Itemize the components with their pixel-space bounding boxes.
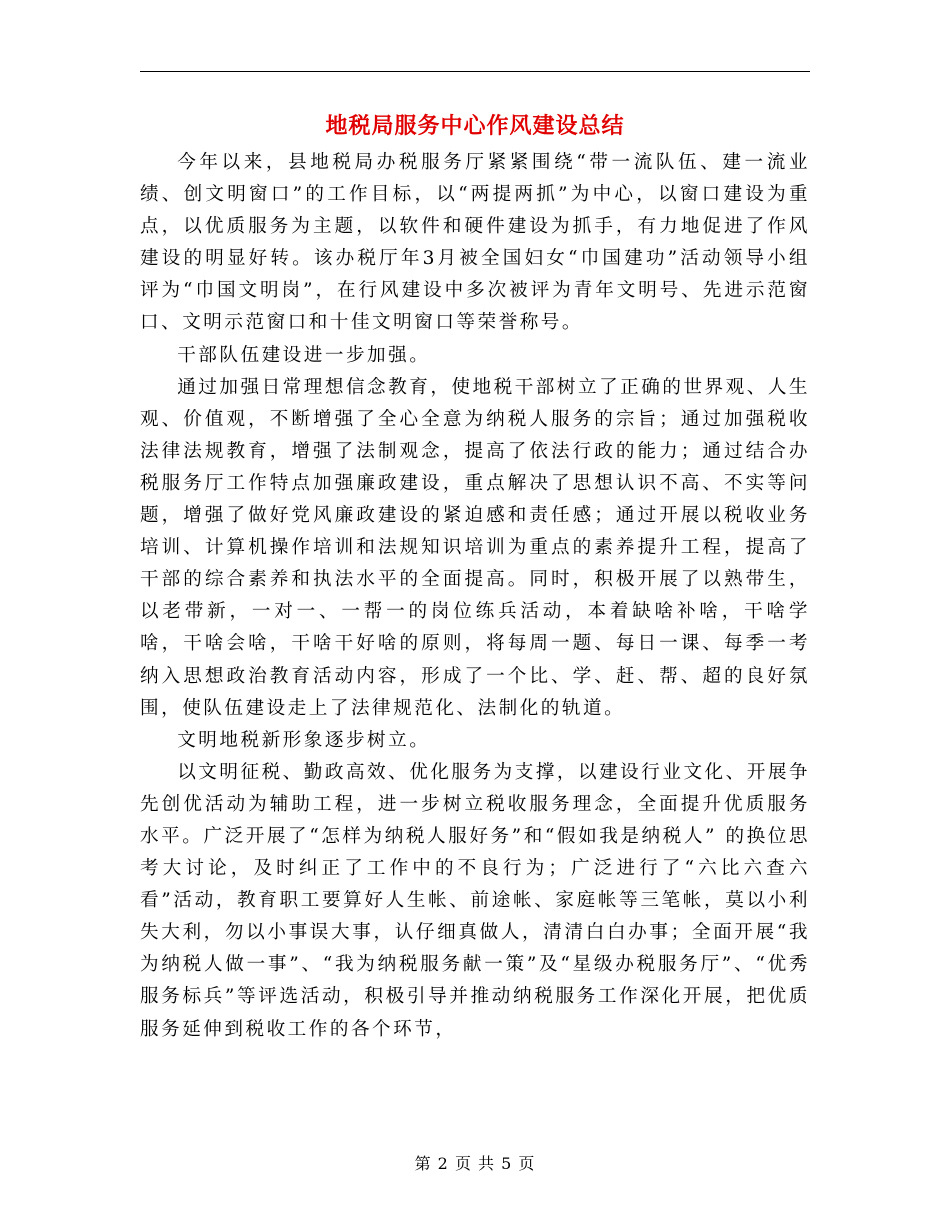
- paragraph-image: 以文明征税、勤政高效、优化服务为支撑，以建设行业文化、开展争先创优活动为辅助工程，进一步树立税收服务理念，全面提升优质服务水平。广泛开展了“怎样为纳税人服好务”和“假如我是纳税人” 的换位思考大讨论，及时纠正了工作中的不良行为；广泛进行了“六比六查六看”活动，教育职工要算好人生帐、前途帐、家庭帐等三笔帐，莫以小利失大利，勿以小事误大事，认仔细真做人，清清白白办事；全面开展“我为纳税人做一事”、“我为纳税服务献一策”及“星级办税服务厅”、“优秀服务标兵”等评选活动，积极引导并推动纳税服务工作深化开展，把优质服务延伸到税收工作的各个环节，: [140, 761, 811, 1040]
- header-rule: [140, 71, 810, 72]
- paragraph-intro: 今年以来，县地税局办税服务厅紧紧围绕“带一流队伍、建一流业绩、创文明窗口”的工作目标，以“两提两抓”为中心，以窗口建设为重点，以优质服务为主题，以软件和硬件建设为抓手，有力地促进了作风建设的明显好转。该办税厅年3月被全国妇女“巾国建功”活动领导小组评为“巾国文明岗”，在行风建设中多次被评为青年文明号、先进示范窗口、文明示范窗口和十佳文明窗口等荣誉称号。: [140, 152, 810, 334]
- page-number: 第 2 页 共 5 页: [414, 1154, 536, 1173]
- paragraph-team: 通过加强日常理想信念教育，使地税干部树立了正确的世界观、人生观、价值观，不断增强了全心全意为纳税人服务的宗旨；通过加强税收法律法规教育，增强了法制观念，提高了依法行政的能力；通过结合办税服务厅工作特点加强廉政建设，重点解决了思想认识不高、不实等问题，增强了做好党风廉政建设的紧迫感和责任感；通过开展以税收业务培训、计算机操作培训和法规知识培训为重点的素养提升工程，提高了干部的综合素养和执法水平的全面提高。同时，积极开展了以熟带生，以老带新，一对一、一帮一的岗位练兵活动，本着缺啥补啥，干啥学啥，干啥会啥，干啥干好啥的原则，将每周一题、每日一课、每季一考纳入思想政治教育活动内容，形成了一个比、学、赶、帮、超的良好氛围，使队伍建设走上了法律规范化、法制化的轨道。: [140, 376, 811, 719]
- document-body: [140, 147, 810, 1046]
- section-heading-image: 文明地税新形象逐步树立。: [177, 729, 431, 751]
- section-heading-team: 干部队伍建设进一步加强。: [177, 344, 431, 366]
- document-title: 地税局服务中心作风建设总结: [325, 113, 625, 139]
